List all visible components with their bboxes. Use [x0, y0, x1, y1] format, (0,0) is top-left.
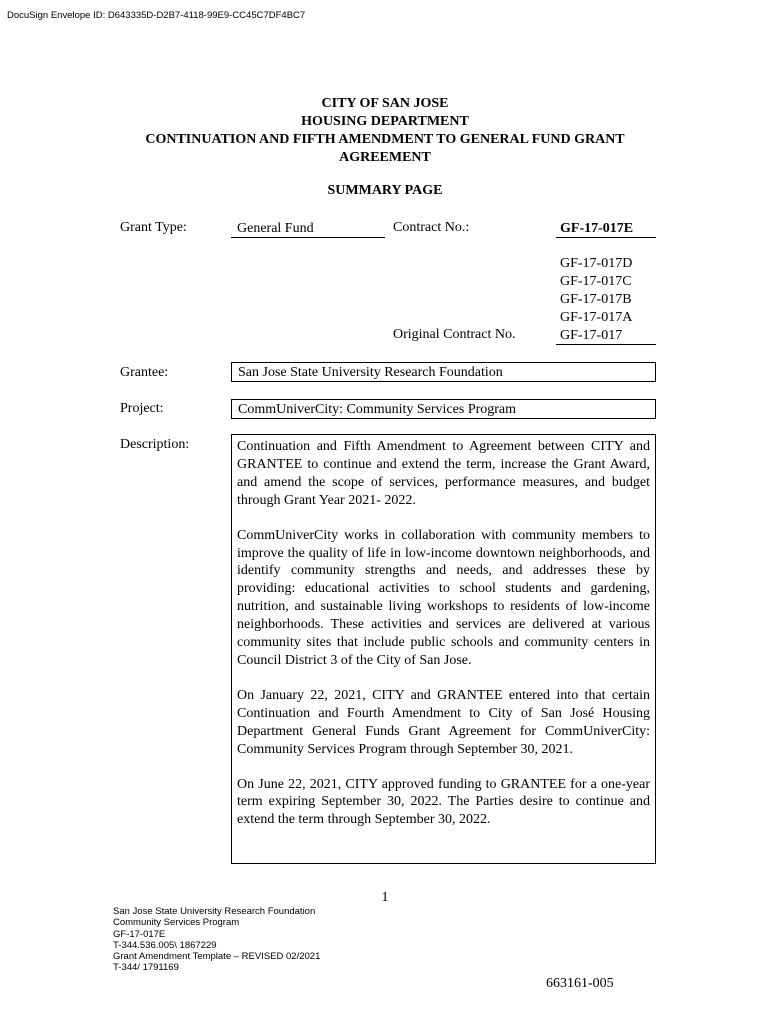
document-heading	[0, 95, 770, 167]
grantee-label: Grantee:	[120, 365, 169, 380]
description-paragraph: On January 22, 2021, CITY and GRANTEE entered into that certain Continuation and Fourth Amendment to City of San José Housing Department General Funds Grant Agreement for CommUniverCity: Community Services Program through September 30, 2021.	[237, 687, 650, 757]
heading-title: CONTINUATION AND FIFTH AMENDMENT TO GENERAL FUND GRANT	[145, 132, 625, 147]
grant-type-value: General Fund	[231, 220, 385, 238]
footer-line: Grant Amendment Template – REVISED 02/2021	[113, 951, 321, 963]
description-box	[231, 434, 656, 864]
prior-contract-item: GF-17-017C	[560, 274, 632, 289]
footer-line: T-344.536.005\ 1867229	[113, 939, 217, 951]
heading-city: CITY OF SAN JOSE	[321, 96, 449, 111]
heading-department: HOUSING DEPARTMENT	[301, 114, 469, 129]
document-number: 663161-005	[546, 976, 614, 991]
envelope-id: DocuSign Envelope ID: D643335D-D2B7-4118-99E9-CC45C7DF4BC7	[7, 10, 306, 21]
contract-number-label: Contract No.:	[393, 220, 470, 235]
prior-contract-item: GF-17-017A	[560, 310, 633, 325]
description-paragraph: Continuation and Fifth Amendment to Agreement between CITY and GRANTEE to continue and extend the term, increase the Grant Award, and amend the scope of services, performance measures, and budget through Grant Year 2021- 2022.	[237, 439, 650, 508]
description-label: Description:	[120, 437, 190, 452]
description-paragraph: CommUniverCity works in collaboration with community members to improve the quality of life in low-income downtown neighborhoods, and identify community strengths and needs, and addresses these by providing: educational activities to school students and gardening, nutrition, and sustainable living workshops to residents of low-income neighborhoods. These activities and services are delivered at various community sites that include public schools and community centers in Council District 3 of the City of San Jose.	[237, 527, 650, 668]
original-contract-label: Original Contract No.	[393, 327, 516, 342]
grant-type-label: Grant Type:	[120, 220, 187, 235]
footer-line: Community Services Program	[113, 917, 240, 929]
summary-page-title: SUMMARY PAGE	[327, 183, 443, 198]
footer	[113, 906, 320, 974]
original-contract-value: GF-17-017	[556, 327, 656, 345]
grantee-value: San Jose State University Research Foundation	[231, 362, 656, 382]
heading-title-cont: AGREEMENT	[339, 150, 431, 165]
project-value: CommUniverCity: Community Services Program	[231, 399, 656, 419]
prior-contract-list	[560, 255, 632, 327]
prior-contract-item: GF-17-017D	[560, 256, 633, 271]
footer-line: San Jose State University Research Foundation	[113, 906, 316, 917]
project-label: Project:	[120, 401, 164, 416]
description-paragraph: On June 22, 2021, CITY approved funding to GRANTEE for a one-year term expiring September 30, 2022. The Parties desire to continue and extend the term through September 30, 2022.	[237, 776, 650, 828]
contract-number-value: GF-17-017E	[556, 220, 656, 238]
page-number: 1	[381, 890, 389, 905]
footer-line: T-344/ 1791169	[113, 962, 179, 974]
footer-line: GF-17-017E	[113, 928, 166, 940]
prior-contract-item: GF-17-017B	[560, 292, 632, 307]
